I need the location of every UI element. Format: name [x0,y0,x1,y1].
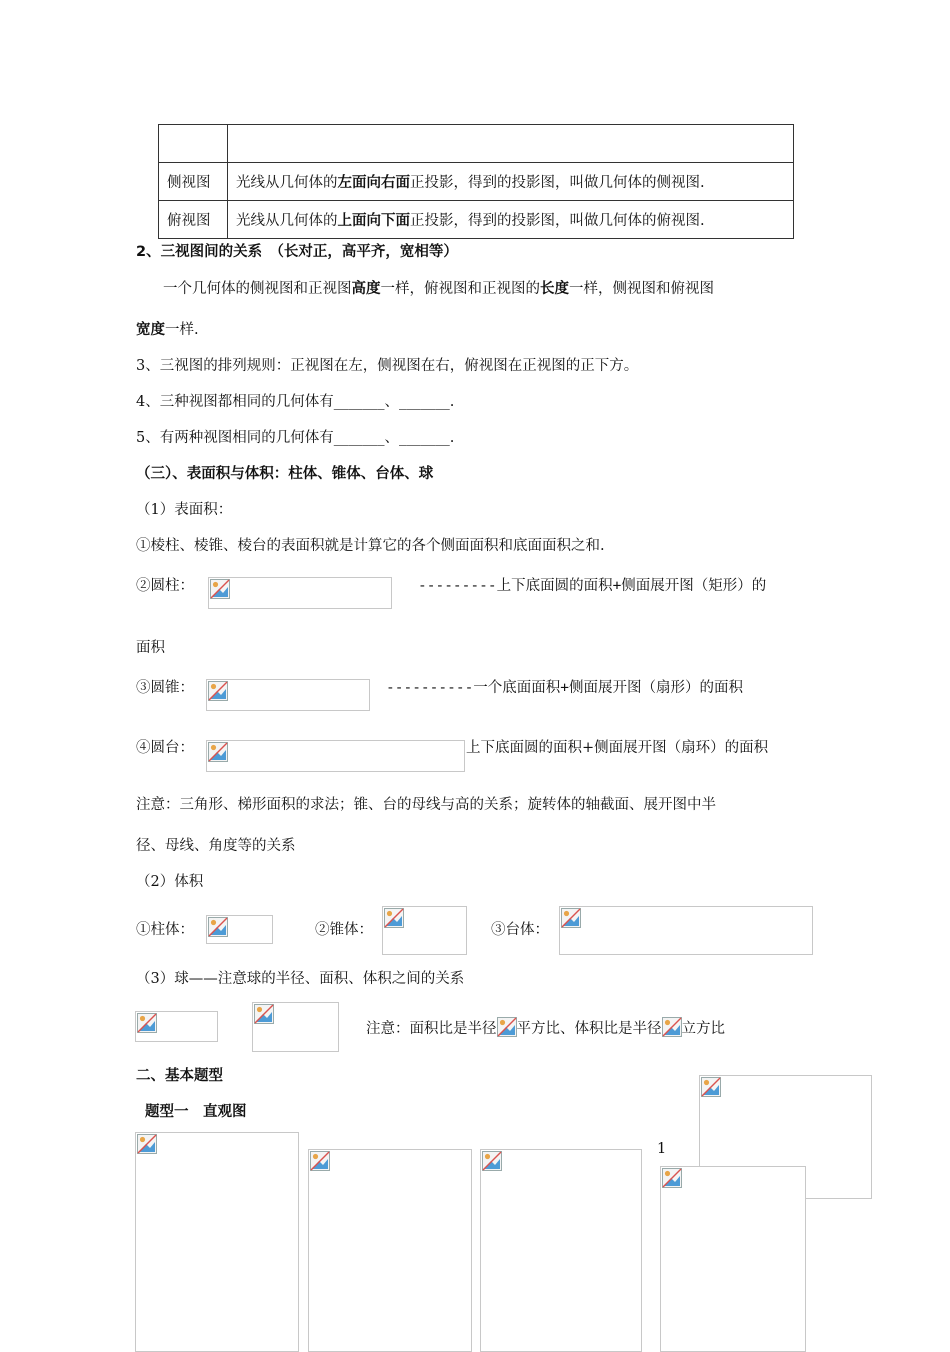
surface-area-title: （1）表面积： [136,502,233,518]
stray-number: 1 [657,1141,667,1157]
volume-title: （2）体积 [136,874,204,890]
formula-image-cylinder [208,577,392,609]
broken-image-icon [137,1013,157,1033]
formula-image-cone [206,679,370,711]
broken-image-icon [482,1151,502,1171]
surface-item-cone-desc: ----------一个底面面积+侧面展开图（扇形）的面积 [386,680,744,696]
paragraph-views-relation: 一个几何体的侧视图和正视图高度一样，俯视图和正视图的长度一样，侧视图和俯视图 [163,281,714,297]
broken-image-icon [662,1168,682,1188]
surface-item-cone-label: ③圆锥： [136,680,194,696]
broken-image-icon [254,1004,274,1024]
surface-item-cylinder-cont: 面积 [136,640,165,656]
section-heading-basic-types: 二、基本题型 [136,1068,223,1084]
broken-image-icon [208,681,228,701]
section-heading-views-relation: 2、三视图间的关系 （长对正，高平齐，宽相等） [136,244,458,260]
table-row [159,125,794,163]
volume-prism-label: ①柱体： [136,922,194,938]
broken-image-icon [561,908,581,928]
broken-image-icon [662,1017,682,1037]
type-one-heading: 题型一 直观图 [145,1104,247,1120]
section-heading-area-volume: （三）、表面积与体积：柱体、锥体、台体、球 [136,466,434,482]
table-desc-cell [228,125,794,163]
surface-item-frustum-label: ④圆台： [136,740,194,756]
table-row [159,163,794,201]
broken-image-icon [210,579,230,599]
views-table [158,124,794,239]
surface-item-prism: ①棱柱、棱锥、棱台的表面积就是计算它的各个侧面面积和底面面积之和. [136,538,605,554]
note-area: 注意：三角形、梯形面积的求法；锥、台的母线与高的关系；旋转体的轴截面、展开图中半 [136,797,716,813]
broken-image-icon [208,742,228,762]
table-desc-cell: 光线从几何体的上面向下面正投影，得到的投影图，叫做几何体的俯视图. [228,201,794,239]
surface-item-cylinder-desc: ---------上下底面圆的面积+侧面展开图（矩形）的 [418,578,767,594]
formula-image-frustum-volume [559,906,813,955]
note-sphere-ratio: 注意：面积比是半径 平方比、体积比是半径 立方比 [366,1017,725,1039]
formula-image-prism-volume [206,915,273,944]
figure-image-3 [480,1149,642,1352]
surface-item-frustum-desc: 上下底面圆的面积+侧面展开图（扇环）的面积 [466,740,769,756]
table-row [159,201,794,239]
broken-image-icon [310,1151,330,1171]
table-label-cell [159,125,228,163]
volume-pyramid-label: ②锥体： [315,922,373,938]
broken-image-icon [384,908,404,928]
rule-arrangement: 3、三视图的排列规则：正视图在左，侧视图在右，俯视图在正视图的正下方。 [136,358,639,374]
question-two-same: 5、有两种视图相同的几何体有_______、_______. [136,430,455,446]
note-area-cont: 径、母线、角度等的关系 [136,838,296,854]
figure-image-4 [660,1166,806,1352]
volume-frustum-label: ③台体： [491,922,549,938]
sphere-title: （3）球——注意球的半径、面积、体积之间的关系 [136,971,465,987]
broken-image-icon [701,1077,721,1097]
figure-image-2 [308,1149,472,1352]
formula-image-frustum [206,740,465,772]
broken-image-icon [497,1017,517,1037]
broken-image-icon [208,917,228,937]
surface-item-cylinder-label: ②圆柱： [136,578,194,594]
paragraph-views-relation-cont: 宽度一样. [136,322,199,338]
figure-image-1 [135,1132,299,1352]
formula-image-sphere-area [135,1011,218,1042]
table-label-cell: 俯视图 [159,201,228,239]
formula-image-pyramid-volume [382,906,467,955]
question-three-same: 4、三种视图都相同的几何体有_______、_______. [136,394,455,410]
table-label-cell: 侧视图 [159,163,228,201]
table-desc-cell: 光线从几何体的左面向右面正投影，得到的投影图，叫做几何体的侧视图. [228,163,794,201]
formula-image-sphere-volume [252,1002,339,1052]
broken-image-icon [137,1134,157,1154]
